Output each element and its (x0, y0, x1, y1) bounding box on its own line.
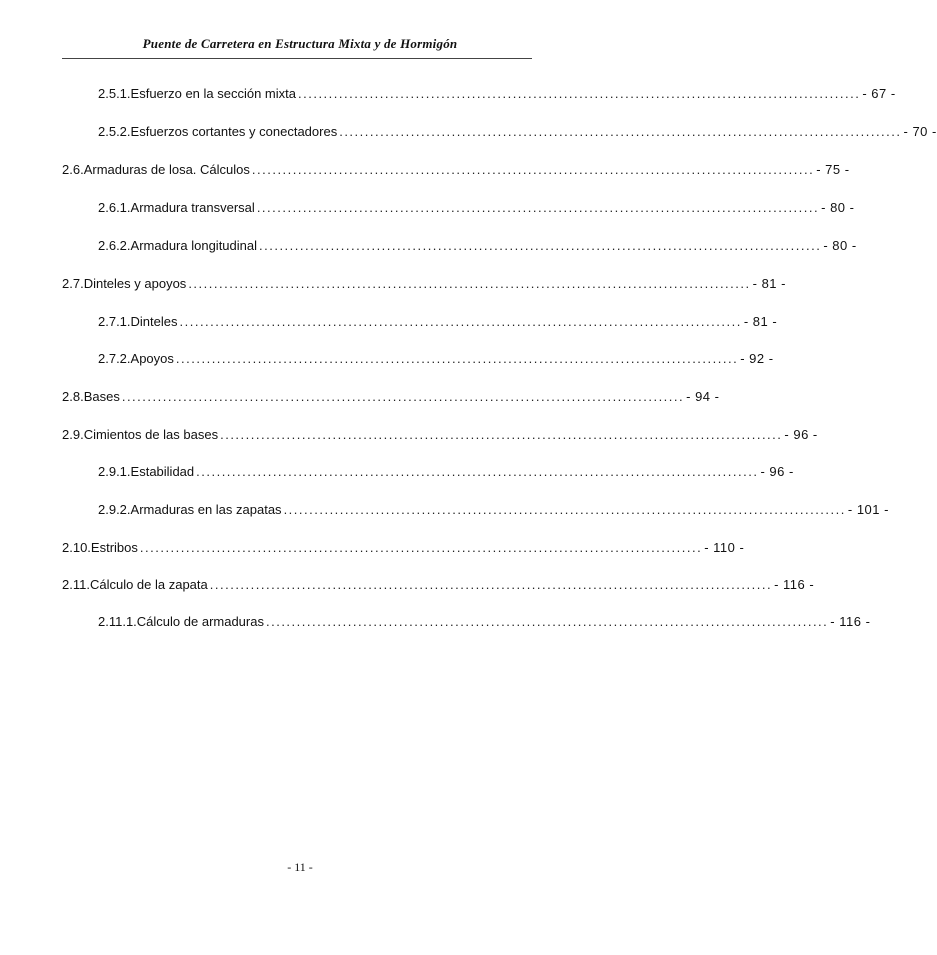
toc-entry-number: 2.8. (62, 389, 84, 404)
toc-entry[interactable] (98, 124, 937, 139)
toc-leader-dots: .............................................................................................................. (339, 124, 902, 139)
toc-entry-title: Armadura transversal (130, 200, 255, 215)
page-header-title: Puente de Carretera en Estructura Mixta y de Hormigón (142, 36, 458, 51)
toc-entry-number: 2.5.2. (98, 124, 131, 139)
toc-entry[interactable] (98, 464, 794, 479)
toc-entry-title: Armadura longitudinal (130, 238, 257, 253)
toc-entry[interactable] (98, 200, 855, 215)
toc-entry-page: - 110 - (704, 540, 745, 555)
toc-entry-title: Estabilidad (130, 464, 195, 479)
toc-entry-page: - 96 - (784, 427, 818, 442)
toc-entry-title: Cimientos de las bases (83, 427, 219, 442)
toc-entry[interactable] (98, 614, 871, 629)
toc-leader-dots: .............................................................................................................. (251, 162, 815, 177)
toc-entry-page: - 70 - (903, 124, 937, 139)
toc-entry-page: - 80 - (823, 238, 857, 253)
toc-entry-page: - 94 - (686, 389, 720, 404)
page-number: - 11 - (287, 860, 313, 874)
toc-entry-title: Cálculo de armaduras (136, 614, 264, 629)
toc-entry-page: - 80 - (821, 200, 855, 215)
toc-leader-dots: .............................................................................................................. (188, 276, 751, 291)
toc-entry-number: 2.9.2. (98, 502, 131, 517)
toc-entry[interactable] (62, 162, 850, 177)
toc-entry-title: Esfuerzos cortantes y conectadores (130, 124, 338, 139)
toc-leader-dots: .............................................................................................................. (209, 577, 773, 592)
toc-entry-title: Armaduras de losa. Cálculos (83, 162, 250, 177)
toc-entry[interactable] (62, 276, 786, 291)
toc-entry-number: 2.9. (62, 427, 84, 442)
toc-leader-dots: .............................................................................................................. (220, 427, 783, 442)
toc-entry-number: 2.7. (62, 276, 84, 291)
toc-entry-number: 2.9.1. (98, 464, 131, 479)
toc-entry[interactable] (62, 577, 815, 592)
toc-entry-title: Bases (83, 389, 120, 404)
toc-entry-number: 2.7.1. (98, 314, 131, 329)
toc-entry-page: - 116 - (774, 577, 815, 592)
toc-entry[interactable] (98, 502, 889, 517)
toc-entry-title: Armaduras en las zapatas (130, 502, 282, 517)
toc-entry[interactable] (98, 238, 857, 253)
toc-entry[interactable] (62, 427, 818, 442)
toc-leader-dots: .............................................................................................................. (298, 86, 861, 101)
toc-entry-title: Apoyos (130, 351, 174, 366)
toc-entry-title: Esfuerzo en la sección mixta (130, 86, 296, 101)
toc-entry-title: Dinteles (130, 314, 178, 329)
toc-leader-dots: .............................................................................................................. (139, 540, 703, 555)
toc-leader-dots: .............................................................................................................. (121, 389, 685, 404)
toc-entry-page: - 75 - (816, 162, 850, 177)
header-divider (62, 58, 532, 59)
toc-entry-page: - 81 - (743, 314, 778, 329)
toc-leader-dots: .............................................................................................................. (259, 238, 822, 253)
toc-entry[interactable] (98, 314, 778, 329)
toc-entry[interactable] (98, 351, 774, 366)
toc-entry[interactable] (62, 389, 720, 404)
toc-entry[interactable] (62, 540, 745, 555)
toc-entry-number: 2.6.2. (98, 238, 131, 253)
toc-entry-number: 2.10. (62, 540, 91, 555)
toc-entry-page: - 101 - (847, 502, 889, 517)
toc-entry-number: 2.7.2. (98, 351, 131, 366)
toc-entry-page: - 92 - (740, 351, 774, 366)
toc-entry-page: - 116 - (830, 614, 871, 629)
toc-entry-page: - 81 - (752, 276, 786, 291)
toc-entry-page: - 96 - (760, 464, 794, 479)
toc-entry[interactable] (98, 86, 896, 101)
toc-leader-dots: .............................................................................................................. (179, 314, 742, 329)
toc-leader-dots: .............................................................................................................. (196, 464, 759, 479)
toc-entry-number: 2.11.1. (98, 614, 137, 629)
toc-entry-title: Estribos (90, 540, 138, 555)
toc-entry-number: 2.11. (62, 577, 90, 592)
toc-entry-number: 2.6.1. (98, 200, 131, 215)
toc-entry-number: 2.6. (62, 162, 84, 177)
toc-entry-page: - 67 - (862, 86, 896, 101)
toc-leader-dots: .............................................................................................................. (283, 502, 846, 517)
toc-entry-title: Cálculo de la zapata (89, 577, 208, 592)
toc-leader-dots: .............................................................................................................. (256, 200, 820, 215)
toc-leader-dots: .............................................................................................................. (265, 614, 829, 629)
toc-entry-title: Dinteles y apoyos (83, 276, 187, 291)
toc-entry-number: 2.5.1. (98, 86, 131, 101)
toc-leader-dots: .............................................................................................................. (175, 351, 739, 366)
